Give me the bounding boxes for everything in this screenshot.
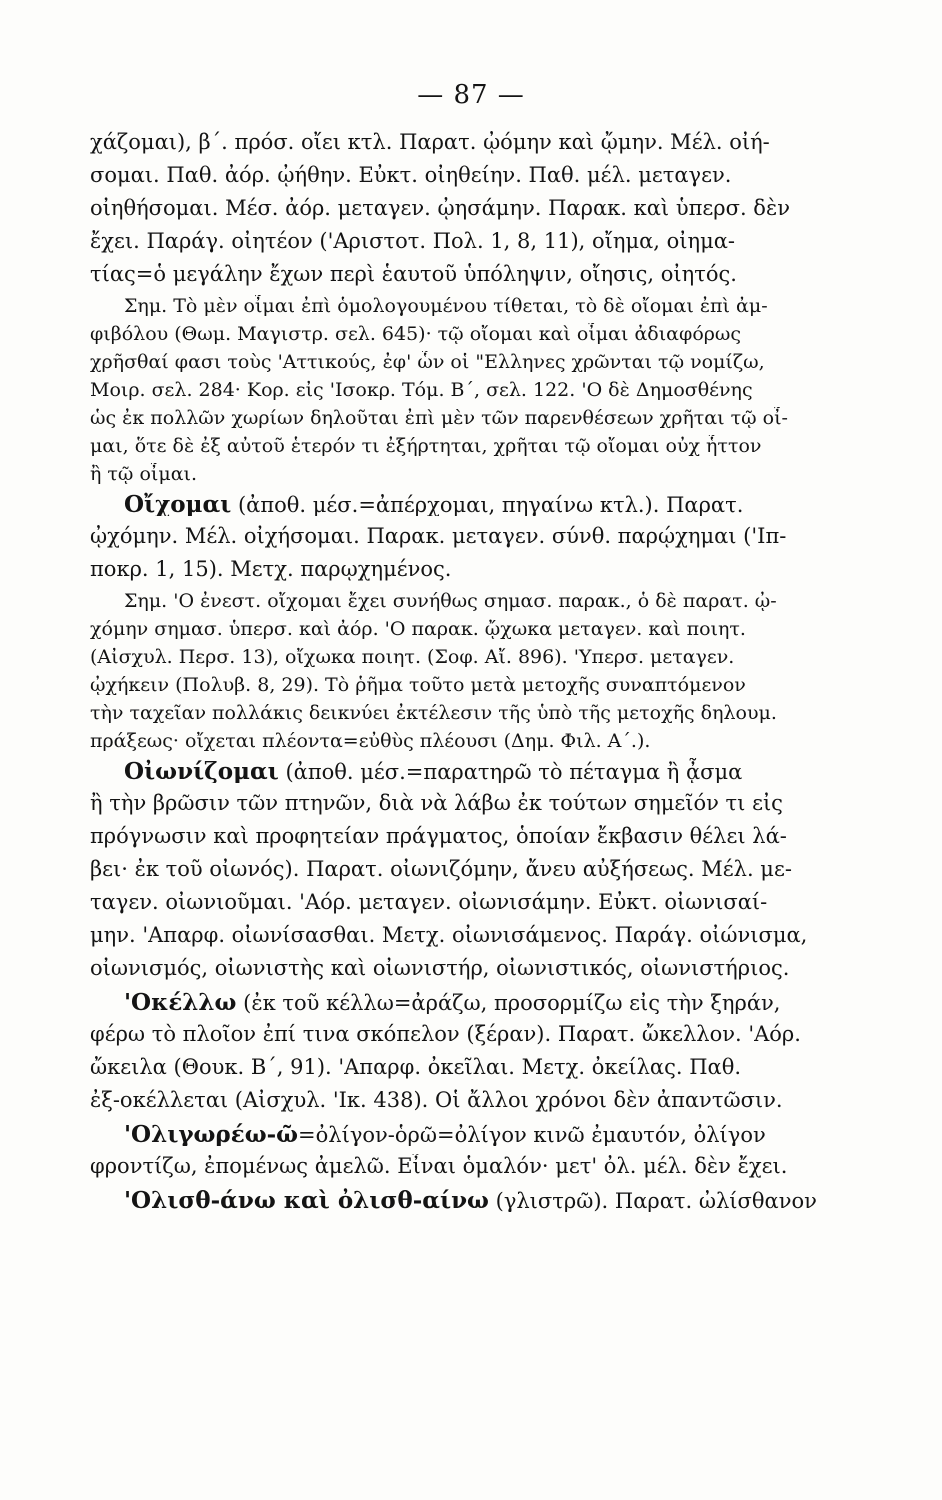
text-line: μαι, ὅτε δὲ ἐξ αὐτοῦ ἑτερόν τι ἐξήρτηται, χρῆται τῷ οἴομαι οὐχ ἧττον bbox=[90, 435, 762, 456]
text-line: πράξεως· οἴχεται πλέοντα=εὐθὺς πλέουσι (Δημ. Φιλ. Α΄.). bbox=[90, 730, 651, 751]
text-line: σομαι. Παθ. ἀόρ. ᾠήθην. Εὐκτ. οἰηθείην. Παθ. μέλ. μεταγεν. bbox=[90, 163, 732, 187]
text-line: (Αἰσχυλ. Περσ. 13), οἴχωκα ποιητ. (Σοφ. Αἴ. 896). 'Υπερσ. μεταγεν. bbox=[90, 646, 735, 667]
text-line: ᾠχόμην. Μέλ. οἰχήσομαι. Παρακ. μεταγεν. σύνθ. παρῴχημαι ('Ιπ- bbox=[90, 524, 787, 548]
text-line: ᾠχήκειν (Πολυβ. 8, 29). Τὸ ῥῆμα τοῦτο μετὰ μετοχῆς συναπτόμενον bbox=[90, 674, 746, 695]
page-number: — 87 — bbox=[417, 80, 525, 110]
entry-first-line bbox=[90, 1187, 860, 1212]
headword: Οἴχομαι bbox=[124, 491, 232, 516]
text-line: πρόγνωσιν καὶ προφητείαν πράγματος, ὁποίαν ἔκβασιν θέλει λά- bbox=[90, 824, 787, 848]
entry-text: (ἐκ τοῦ κέλλω=ἀράζω, προσορμίζω εἰς τὴν ξηράν, bbox=[236, 991, 781, 1014]
entry-text: (ἀποθ. μέσ.=παρατηρῶ τὸ πέταγμα ἢ ᾆσμα bbox=[278, 760, 743, 783]
text-line: ἔχει. Παράγ. οἰητέον ('Αριστοτ. Πολ. 1, 8, 11), οἴημα, οἰημα- bbox=[90, 229, 736, 253]
text-line: Σημ. Τὸ μὲν οἶμαι ἐπὶ ὁμολογουμένου τίθεται, τὸ δὲ οἴομαι ἐπὶ ἀμ- bbox=[124, 295, 768, 316]
text-line: ἢ τῷ οἶμαι. bbox=[90, 463, 198, 484]
headword: 'Οκέλλω bbox=[124, 989, 237, 1014]
entry-oionizomai bbox=[90, 758, 860, 981]
text-line: φροντίζω, ἐπομένως ἀμελῶ. Εἶναι ὁμαλόν· μετ' ὀλ. μέλ. δὲν ἔχει. bbox=[90, 1154, 788, 1178]
headword: Οἰωνίζομαι bbox=[124, 758, 279, 783]
text-line: Μοιρ. σελ. 284· Κορ. εἰς 'Ισοκρ. Τόμ. Β΄, σελ. 122. 'Ο δὲ Δημοσθένης bbox=[90, 379, 753, 400]
text-line: βει· ἐκ τοῦ οἰωνός). Παρατ. οἰωνιζόμην, ἄνευ αὐξήσεως. Μέλ. με- bbox=[90, 857, 792, 881]
entry-text: (γλιστρῶ). Παρατ. ὠλίσθανον bbox=[488, 1189, 817, 1212]
headword: 'Ολιγωρέω-ῶ bbox=[124, 1121, 299, 1146]
entry-first-line bbox=[90, 491, 860, 516]
text-line: οἰηθήσομαι. Μέσ. ἀόρ. μεταγεν. ᾠησάμην. Παρακ. καὶ ὑπερσ. δὲν bbox=[90, 196, 790, 220]
note-oimai bbox=[90, 295, 860, 484]
text-line: φέρω τὸ πλοῖον ἐπί τινα σκόπελον (ξέραν). Παρατ. ὤκελλον. 'Αόρ. bbox=[90, 1022, 801, 1046]
entry-text: =ὀλίγον-ὁρῶ=ὀλίγον κινῶ ἐμαυτόν, ὀλίγον bbox=[298, 1123, 766, 1146]
entry-olisthano bbox=[90, 1187, 860, 1212]
text-line: μην. 'Απαρφ. οἰωνίσασθαι. Μετχ. οἰωνισάμενος. Παράγ. οἰώνισμα, bbox=[90, 923, 808, 947]
note-oichomai bbox=[90, 590, 860, 751]
entry-first-line bbox=[90, 1121, 860, 1146]
entry-oligoreo bbox=[90, 1121, 860, 1179]
text-line: χόμην σημασ. ὑπερσ. καὶ ἀόρ. 'Ο παρακ. ᾤχωκα μεταγεν. καὶ ποιητ. bbox=[90, 618, 746, 639]
text-line: Σημ. 'Ο ἐνεστ. οἴχομαι ἔχει συνήθως σημασ. παρακ., ὁ δὲ παρατ. ᾠ- bbox=[124, 590, 777, 611]
entry-first-line bbox=[90, 758, 860, 783]
entry-okello bbox=[90, 989, 860, 1113]
text-line: χρῆσθαί φασι τοὺς 'Αττικούς, ἐφ' ὧν οἱ "Ελληνες χρῶνται τῷ νομίζω, bbox=[90, 351, 765, 372]
text-line: τὴν ταχεῖαν πολλάκις δεικνύει ἐκτέλεσιν τῆς ὑπὸ τῆς μετοχῆς δηλουμ. bbox=[90, 702, 777, 723]
text-line: χάζομαι), β΄. πρόσ. οἴει κτλ. Παρατ. ᾠόμην καὶ ᾤμην. Μέλ. οἰή- bbox=[90, 130, 770, 154]
text-line: ὤκειλα (Θουκ. Β΄, 91). 'Απαρφ. ὀκεῖλαι. Μετχ. ὀκείλας. Παθ. bbox=[90, 1055, 742, 1079]
entry-first-line bbox=[90, 989, 860, 1014]
entry-oichomai bbox=[90, 491, 860, 582]
text-line: οἰωνισμός, οἰωνιστὴς καὶ οἰωνιστήρ, οἰωνιστικός, οἰωνιστήριος. bbox=[90, 956, 790, 980]
text-line: τίας=ὁ μεγάλην ἔχων περὶ ἑαυτοῦ ὑπόληψιν, οἴησις, οἰητός. bbox=[90, 262, 737, 286]
text-line: ἢ τὴν βρῶσιν τῶν πτηνῶν, διὰ νὰ λάβω ἐκ τούτων σημεῖόν τι εἰς bbox=[90, 791, 783, 815]
entry-text: (ἀποθ. μέσ.=ἀπέρχομαι, πηγαίνω κτλ.). Παρατ. bbox=[231, 493, 744, 516]
text-line: ταγεν. οἰωνιοῦμαι. 'Αόρ. μεταγεν. οἰωνισάμην. Εὐκτ. οἰωνισαί- bbox=[90, 890, 768, 914]
dictionary-text bbox=[90, 130, 860, 1220]
text-line: ποκρ. 1, 15). Μετχ. παρῳχημένος. bbox=[90, 557, 452, 581]
entry-continuation bbox=[90, 130, 860, 287]
text-line: ὡς ἐκ πολλῶν χωρίων δηλοῦται ἐπὶ μὲν τῶν παρενθέσεων χρῆται τῷ οἶ- bbox=[90, 407, 788, 428]
text-line: φιβόλου (Θωμ. Μαγιστρ. σελ. 645)· τῷ οἴομαι καὶ οἶμαι ἀδιαφόρως bbox=[90, 323, 742, 344]
headword: 'Ολισθ-άνω καὶ ὀλισθ-αίνω bbox=[124, 1187, 489, 1212]
text-line: ἐξ-οκέλλεται (Αἰσχυλ. 'Ικ. 438). Οἱ ἄλλοι χρόνοι δὲν ἀπαντῶσιν. bbox=[90, 1088, 783, 1112]
